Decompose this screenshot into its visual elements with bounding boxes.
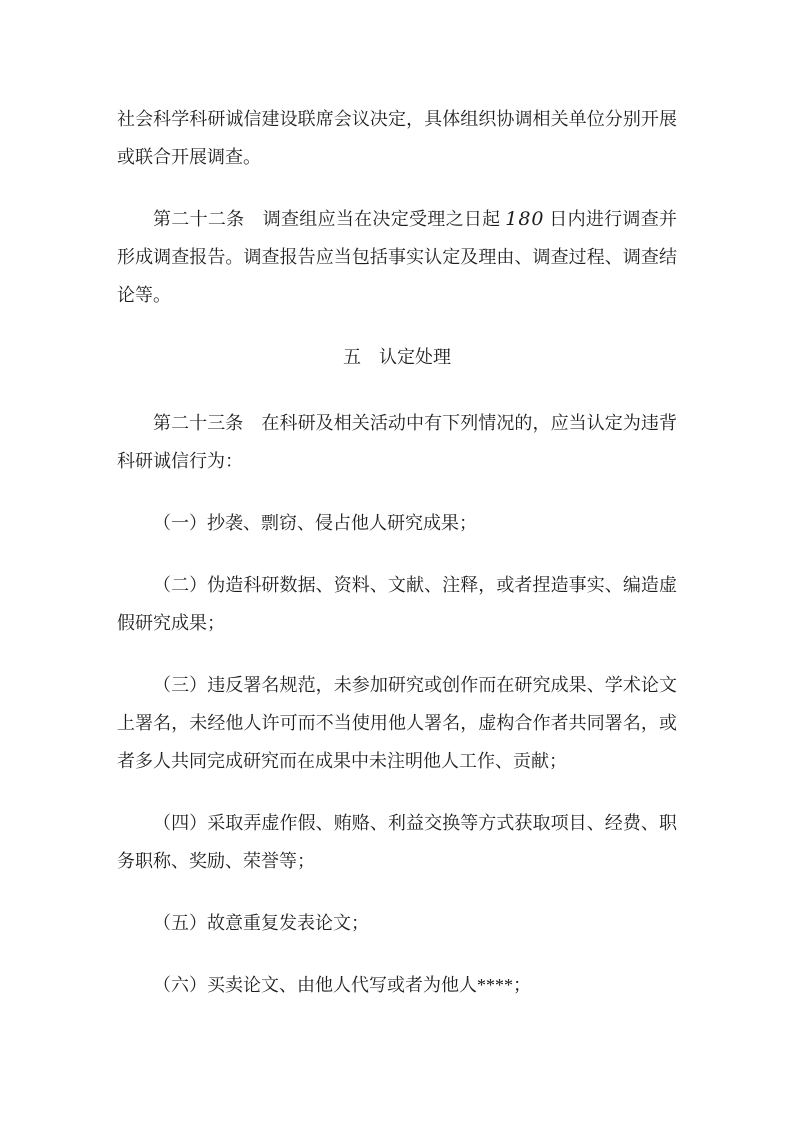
clause-3: （三）违反署名规范，未参加研究或创作而在研究成果、学术论文上署名，未经他人许可而不当使用他人署名，虚构合作者共同署名，或者多人共同完成研究而在成果中未注明他人工作、贡献； [117, 675, 677, 771]
clause-1: （一）抄袭、剽窃、侵占他人研究成果； [153, 513, 477, 533]
continuation-paragraph: 社会科学科研诚信建设联席会议决定，具体组织协调相关单位分别开展或联合开展调查。 [117, 109, 677, 167]
article-22-day-count: 180 [505, 208, 545, 230]
clause-2: （二）伪造科研数据、资料、文献、注释，或者捏造事实、编造虚假研究成果； [117, 575, 677, 633]
clause-5: （五）故意重复发表论文； [153, 913, 369, 933]
clause-4: （四）采取弄虚作假、贿赂、利益交换等方式获取项目、经费、职务职称、奖励、荣誉等； [117, 813, 677, 871]
clause-6: （六）买卖论文、由他人代写或者为他人****； [153, 975, 531, 995]
article-22-paragraph [117, 200, 677, 314]
article-23-intro-paragraph: 第二十三条 在科研及相关活动中有下列情况的，应当认定为违背科研诚信行为： [117, 413, 677, 471]
article-22-text-before: 第二十二条 调查组应当在决定受理之日起 [153, 209, 506, 229]
article-22-text-after: 日内进行调查并形成调查报告。调查报告应当包括事实认定及理由、调查过程、调查结论等。 [117, 209, 678, 305]
section-5-heading: 五 认定处理 [343, 347, 451, 367]
